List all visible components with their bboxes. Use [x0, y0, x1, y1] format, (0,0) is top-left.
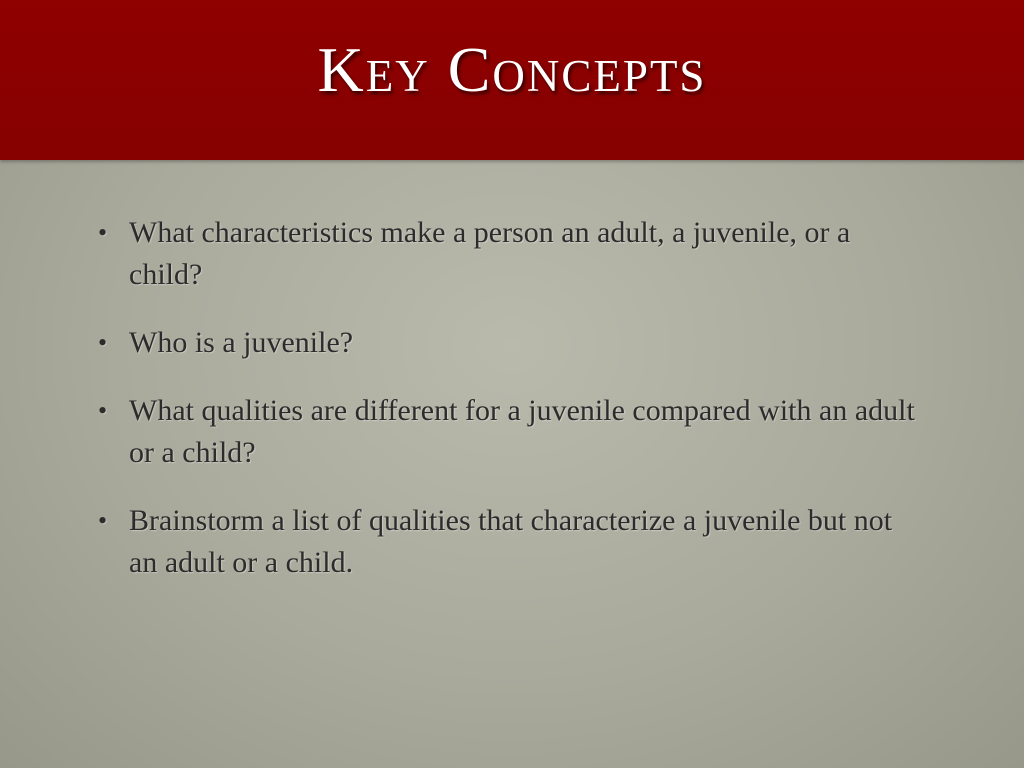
bullet-icon: •	[98, 218, 108, 247]
bullet-text: What qualities are different for a juvenile compared with an adult or a child?	[129, 394, 915, 469]
bullet-icon: •	[98, 328, 108, 357]
bullet-text: Who is a juvenile?	[129, 326, 354, 359]
bullet-item	[96, 500, 926, 584]
bullet-icon: •	[98, 396, 108, 425]
slide-title: Key Concepts	[317, 34, 707, 105]
title-bar	[0, 0, 1024, 160]
bullet-item	[96, 322, 926, 364]
bullet-item	[96, 212, 926, 296]
bullet-text: Brainstorm a list of qualities that characterize a juvenile but not an adult or a child.	[129, 504, 893, 579]
bullet-icon: •	[98, 506, 108, 535]
bullet-text: What characteristics make a person an adult, a juvenile, or a child?	[129, 216, 851, 291]
bullet-list	[96, 212, 926, 610]
bullet-item	[96, 390, 926, 474]
